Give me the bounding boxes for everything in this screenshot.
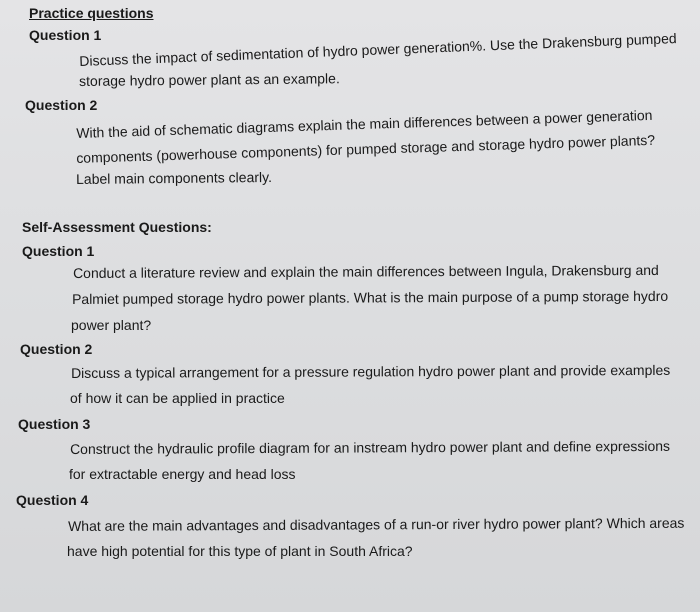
practice-q2-line1: With the aid of schematic diagrams explain the main differences between a power generation xyxy=(76,106,653,141)
sa-q2-line1: Discuss a typical arrangement for a pressure regulation hydro power plant and provide examples xyxy=(71,361,671,381)
sa-q3-line2: for extractable energy and head loss xyxy=(69,466,296,482)
practice-heading: Practice questions xyxy=(29,5,154,21)
sa-q2-label: Question 2 xyxy=(20,341,93,357)
self-assessment-heading: Self-Assessment Questions: xyxy=(22,219,212,235)
practice-q1-label: Question 1 xyxy=(29,27,102,43)
sa-q1-line2: Palmiet pumped storage hydro power plants. What is the main purpose of a pump storage hydro xyxy=(72,287,669,307)
practice-q2-label: Question 2 xyxy=(25,97,98,113)
sa-q4-label: Question 4 xyxy=(16,492,89,508)
sa-q2-line2: of how it can be applied in practice xyxy=(70,390,285,406)
sa-q4-line2: have high potential for this type of plant in South Africa? xyxy=(67,543,413,559)
practice-q1-line2: storage hydro power plant as an example. xyxy=(79,70,340,89)
practice-q1-line1: Discuss the impact of sedimentation of hydro power generation%. Use the Drakensburg pumped xyxy=(79,30,677,69)
sa-q1-line3: power plant? xyxy=(71,317,152,333)
practice-q2-line3: Label main components clearly. xyxy=(76,168,273,187)
sa-q4-line1: What are the main advantages and disadvantages of a run-or river hydro power plant? Which areas xyxy=(68,514,685,534)
practice-q2-line2: components (powerhouse components) for pumped storage and storage hydro power plants? xyxy=(76,131,656,166)
sa-q3-line1: Construct the hydraulic profile diagram for an instream hydro power plant and define expressions xyxy=(70,437,671,457)
sa-q1-label: Question 1 xyxy=(22,243,95,259)
sa-q1-line1: Conduct a literature review and explain the main differences between Ingula, Drakensburg and xyxy=(73,261,659,281)
sa-q3-label: Question 3 xyxy=(18,416,91,432)
